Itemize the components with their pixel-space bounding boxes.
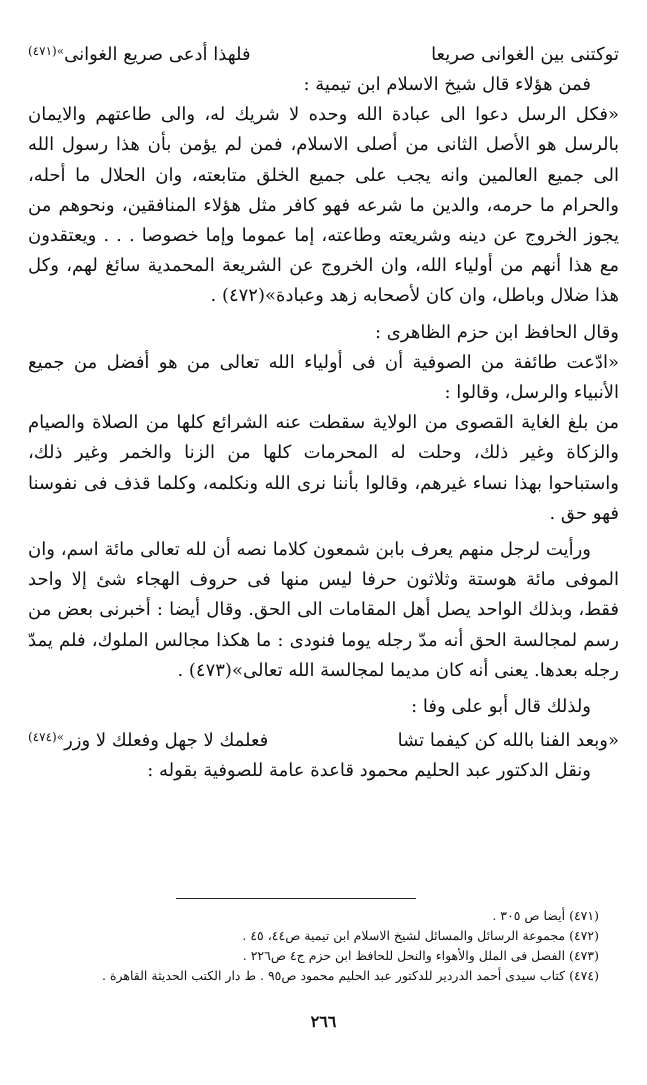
poem-second-hemistich [28, 36, 251, 70]
footnote-ref-474: »(٤٧٤) [28, 730, 65, 745]
intro-abd-al-halim: ونقل الدكتور عبد الحليم محمود قاعدة عامة للصوفية بقوله : [147, 760, 591, 782]
poem-second-hemistich-text: فلهذا أدعى صريع الغوانى [64, 44, 251, 65]
quote-ibn-taymiyya: «فكل الرسل دعوا الى عبادة الله وحده لا شريك له، والى طاعتهم والايمان بالرسل هو الأصل الثانى من أصلى الاسلام، فمن لم يؤمن بأن هذا رسول الله الى جميع العالمين وانه يجب على جميع الخلق متابعته، وان الحلال ما أحله، والحرام ما حرمه، والدين ما شرعه فهو كافر مثل هؤلاء المنافقين، ونحوهم من يجوز الخروج عن دينه وشريعته وطاعته، إما عموما وإما خصوصا . . . ويعتقدون مع هذا أنهم من أولياء الله، وان الخروج عن الشريعة المحمدية سائغ لهم، وكل هذا ضلال وباطل، وان كان لأصحابه زهد وعبادة»(٤٧٢) . [28, 104, 619, 307]
footnote-474: (٤٧٤) كتاب سيدى أحمد الدردير للدكتور عبد الحليم محمود ص٩٥ . ط دار الكتب الحديثة القاهرة . [102, 968, 599, 983]
footnote-ref-471: »(٤٧١) [28, 44, 65, 58]
footnotes [40, 906, 599, 986]
quote-ibn-shamoun: ورأيت لرجل منهم يعرف بابن شمعون كلاما نصه أن لله تعالى مائة اسم، وان الموفى مائة هوستة وثلاثون حرفا ليس منها فى حروف الهجاء شئ إلا واحد فقط، وبذلك الواحد يصل أهل المقامات الى الحق. وقال أيضا : أخبرنى بعض من رسم لمجالسة الحق أنه مدّ رجله يوما فنودى : ما هكذا مجالس الملوك، فلم يمدّ رجله بعدها. يعنى أنه كان مديما لمجالسة الله تعالى»(٤٧٣) . [28, 539, 619, 681]
poem-verse-bottom [28, 722, 619, 756]
poem-bottom-first-hemistich: «وبعد الفنا بالله كن كيفما تشا [397, 730, 619, 752]
poem-bottom-second-hemistich-text: فعلمك لا جهل وفعلك لا وزر [64, 730, 269, 752]
intro-ibn-hazm: وقال الحافظ ابن حزم الظاهرى : [375, 321, 619, 343]
poem-verse-top [28, 36, 619, 70]
poem-bottom-second-hemistich [28, 722, 268, 756]
intro-ibn-taymiyya: فمن هؤلاء قال شيخ الاسلام ابن تيمية : [303, 74, 591, 95]
quote-ibn-hazm-body: من بلغ الغاية القصوى من الولاية سقطت عنه الشرائع كلها من الصلاة والصيام والزكاة وغير ذلك، وحلت له المحرمات كلها من الزنا والخمر وغير ذلك، واستباحوا بهذا نساء غيرهم، وقالوا بأننا نرى الله ونكلمه، وكلما قذف فى نفوسنا فهو حق . [28, 412, 619, 524]
footnote-divider [176, 898, 416, 899]
footnote-473: (٤٧٣) الفصل فى الملل والأهواء والنحل للحافظ ابن حزم ج٤ ص٢٢٦ . [242, 948, 599, 963]
poem-first-hemistich: توكتنى بين الغوانى صريعا [431, 44, 619, 65]
footnote-471: (٤٧١) أيضا ص ٣٠٥ . [492, 908, 599, 923]
footnote-472: (٤٧٢) مجموعة الرسائل والمسائل لشيخ الاسلام ابن تيمية ص٤٤، ٤٥ . [242, 928, 599, 943]
intro-abu-ali-wafa: ولذلك قال أبو على وفا : [411, 696, 591, 718]
quote-ibn-hazm-start: «ادّعت طائفة من الصوفية أن فى أولياء الله تعالى من هو أفضل من جميع الأنبياء والرسل، وقالوا : [28, 351, 619, 404]
page-number: ٢٦٦ [310, 1012, 337, 1031]
